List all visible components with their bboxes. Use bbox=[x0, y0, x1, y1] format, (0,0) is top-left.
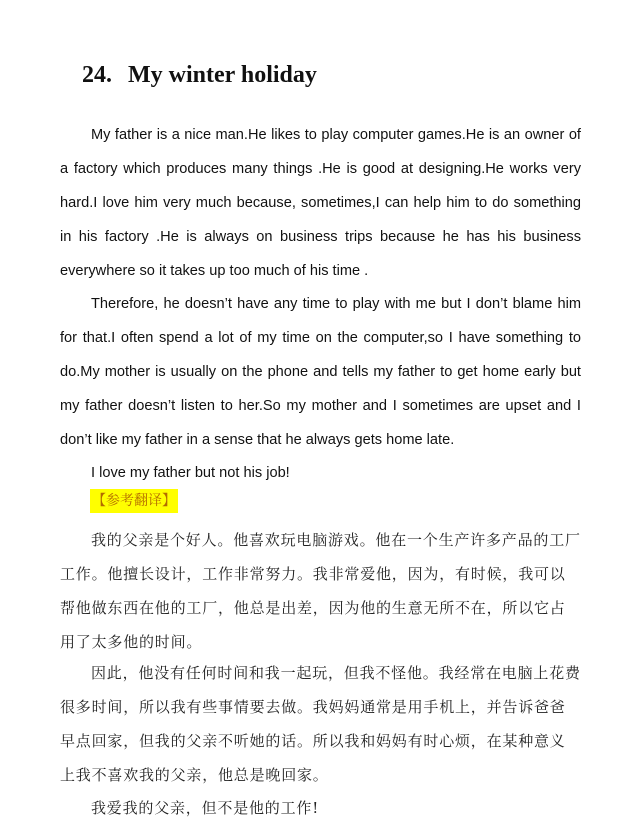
translation-label: 【参考翻译】 bbox=[90, 489, 178, 513]
chinese-paragraph-2: 因此，他没有任何时间和我一起玩，但我不怪他。我经常在电脑上花费很多时间，所以我有些事情要去做。我妈妈通常是用手机上，并告诉爸爸早点回家，但我的父亲不听她的话。所以我和妈妈有时心烦，在某种意义上我不喜欢我的父亲，他总是晚回家。 bbox=[60, 664, 581, 784]
english-paragraph-2: Therefore, he doesn’t have any time to play with me but I don’t blame him for that.I often spend a lot of my time on the computer,so I have something to do.My mother is usually on the phone and tells my father to get home early but my father doesn’t listen to her.So my mother and I sometimes are upset and I don’t like my father in a sense that he always gets home late. bbox=[60, 296, 581, 448]
translation-label-wrap bbox=[90, 489, 178, 513]
english-paragraph-1: My father is a nice man.He likes to play computer games.He is an owner of a factory which produces many things .He is good at designing.He works very hard.I love him very much because, sometimes,I can help him to do something in his factory .He is always on business trips because he has his business everywhere so it takes up too much of his time . bbox=[60, 127, 581, 279]
chinese-paragraph-3: 我爱我的父亲，但不是他的工作! bbox=[91, 799, 320, 817]
title-number: 24. bbox=[82, 62, 112, 88]
title-text: My winter holiday bbox=[128, 62, 317, 88]
chinese-paragraph-1: 我的父亲是个好人。他喜欢玩电脑游戏。他在一个生产许多产品的工厂工作。他擅长设计，工作非常努力。我非常爱他，因为，有时候，我可以帮他做东西在他的工厂，他总是出差，因为他的生意无所不在，所以它占用了太多他的时间。 bbox=[60, 531, 581, 651]
page-title bbox=[82, 62, 317, 89]
english-paragraph-3: I love my father but not his job! bbox=[91, 465, 290, 481]
